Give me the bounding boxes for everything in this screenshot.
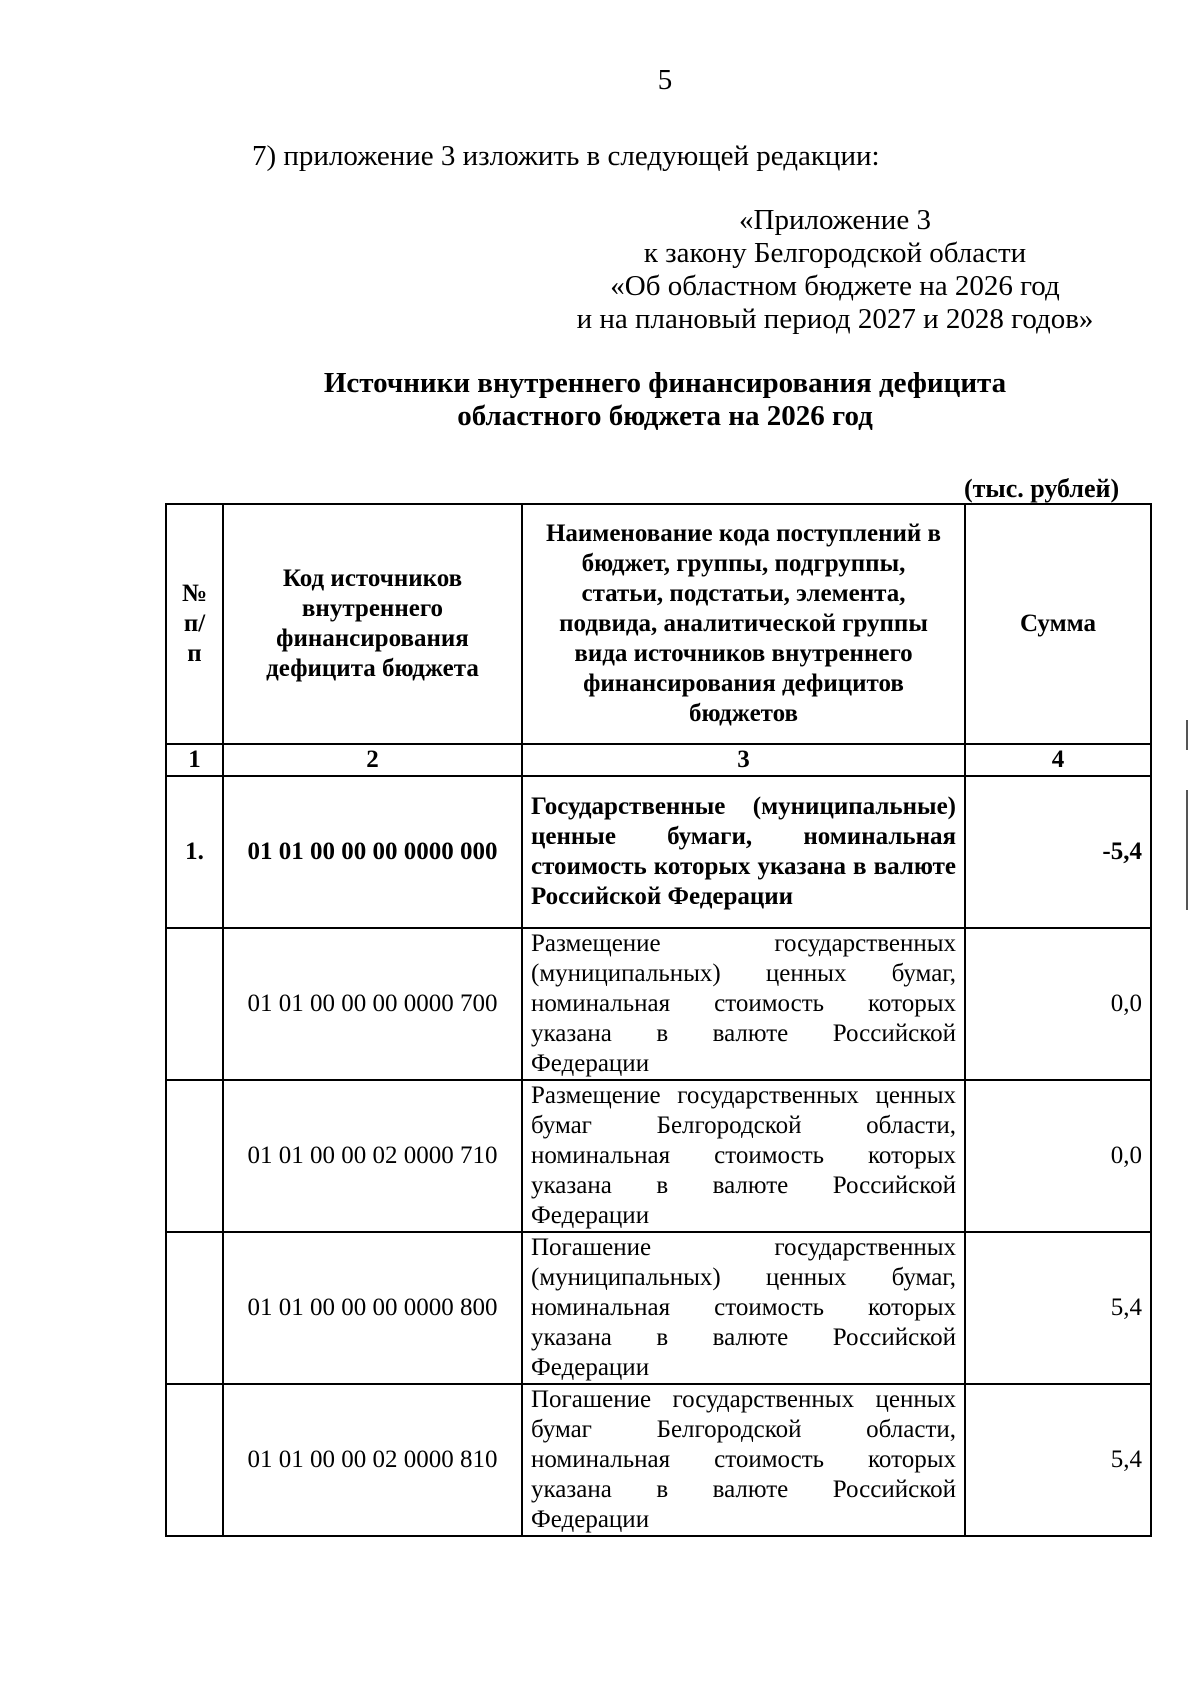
row-num xyxy=(166,928,223,1080)
header-code: Код источников внутреннего финансирования дефицита бюджета xyxy=(223,504,522,744)
row-name: Размещение государственных ценных бумаг Белгородской области, номинальная стоимость которых указана в валюте Российской Федерации xyxy=(522,1080,965,1232)
appendix-line: к закону Белгородской области xyxy=(643,237,1027,269)
financing-sources-table xyxy=(165,503,1152,1537)
row-sum: -5,4 xyxy=(965,776,1151,928)
table-header-row xyxy=(166,504,1151,744)
row-num: 1. xyxy=(166,776,223,928)
table-index-row xyxy=(166,744,1151,776)
row-name: Размещение государственных (муниципальных) ценных бумаг, номинальная стоимость которых указана в валюте Российской Федерации xyxy=(522,928,965,1080)
row-sum: 0,0 xyxy=(965,1080,1151,1232)
appendix-line: «Об областном бюджете на 2026 год xyxy=(610,270,1060,302)
row-num xyxy=(166,1384,223,1536)
intro-text: 7) приложение 3 изложить в следующей редакции: xyxy=(252,140,880,172)
row-code: 01 01 00 00 00 0000 800 xyxy=(223,1232,522,1384)
table-row xyxy=(166,928,1151,1080)
row-num xyxy=(166,1232,223,1384)
row-name: Погашение государственных ценных бумаг Белгородской области, номинальная стоимость которых указана в валюте Российской Федерации xyxy=(522,1384,965,1536)
index-cell: 2 xyxy=(223,744,522,776)
page-number: 5 xyxy=(657,64,673,96)
table-row xyxy=(166,1384,1151,1536)
title-line: Источники внутреннего финансирования дефицита xyxy=(323,367,1007,399)
header-num: № п/ п xyxy=(166,504,223,744)
row-code: 01 01 00 00 00 0000 000 xyxy=(223,776,522,928)
row-num xyxy=(166,1080,223,1232)
row-code: 01 01 00 00 00 0000 700 xyxy=(223,928,522,1080)
title-line: областного бюджета на 2026 год xyxy=(457,400,873,432)
header-name: Наименование кода поступлений в бюджет, группы, подгруппы, статьи, подстатьи, элемента, подвида, аналитической группы вида источников внутреннего финансирования дефицитов бюджетов xyxy=(522,504,965,744)
index-cell: 3 xyxy=(522,744,965,776)
row-code: 01 01 00 00 02 0000 810 xyxy=(223,1384,522,1536)
index-cell: 1 xyxy=(166,744,223,776)
header-sum: Сумма xyxy=(965,504,1151,744)
row-sum: 0,0 xyxy=(965,928,1151,1080)
row-sum: 5,4 xyxy=(965,1232,1151,1384)
table-row xyxy=(166,1080,1151,1232)
table-row xyxy=(166,776,1151,928)
table-row xyxy=(166,1232,1151,1384)
row-sum: 5,4 xyxy=(965,1384,1151,1536)
appendix-header xyxy=(560,204,1110,336)
appendix-line: и на плановый период 2027 и 2028 годов» xyxy=(576,303,1094,335)
unit-label: (тыс. рублей) xyxy=(964,474,1120,503)
appendix-line: «Приложение 3 xyxy=(739,204,931,236)
row-name: Государственные (муниципальные) ценные бумаги, номинальная стоимость которых указана в валюте Российской Федерации xyxy=(522,776,965,928)
document-title xyxy=(0,367,1200,433)
row-code: 01 01 00 00 02 0000 710 xyxy=(223,1080,522,1232)
row-name: Погашение государственных (муниципальных) ценных бумаг, номинальная стоимость которых указана в валюте Российской Федерации xyxy=(522,1232,965,1384)
index-cell: 4 xyxy=(965,744,1151,776)
